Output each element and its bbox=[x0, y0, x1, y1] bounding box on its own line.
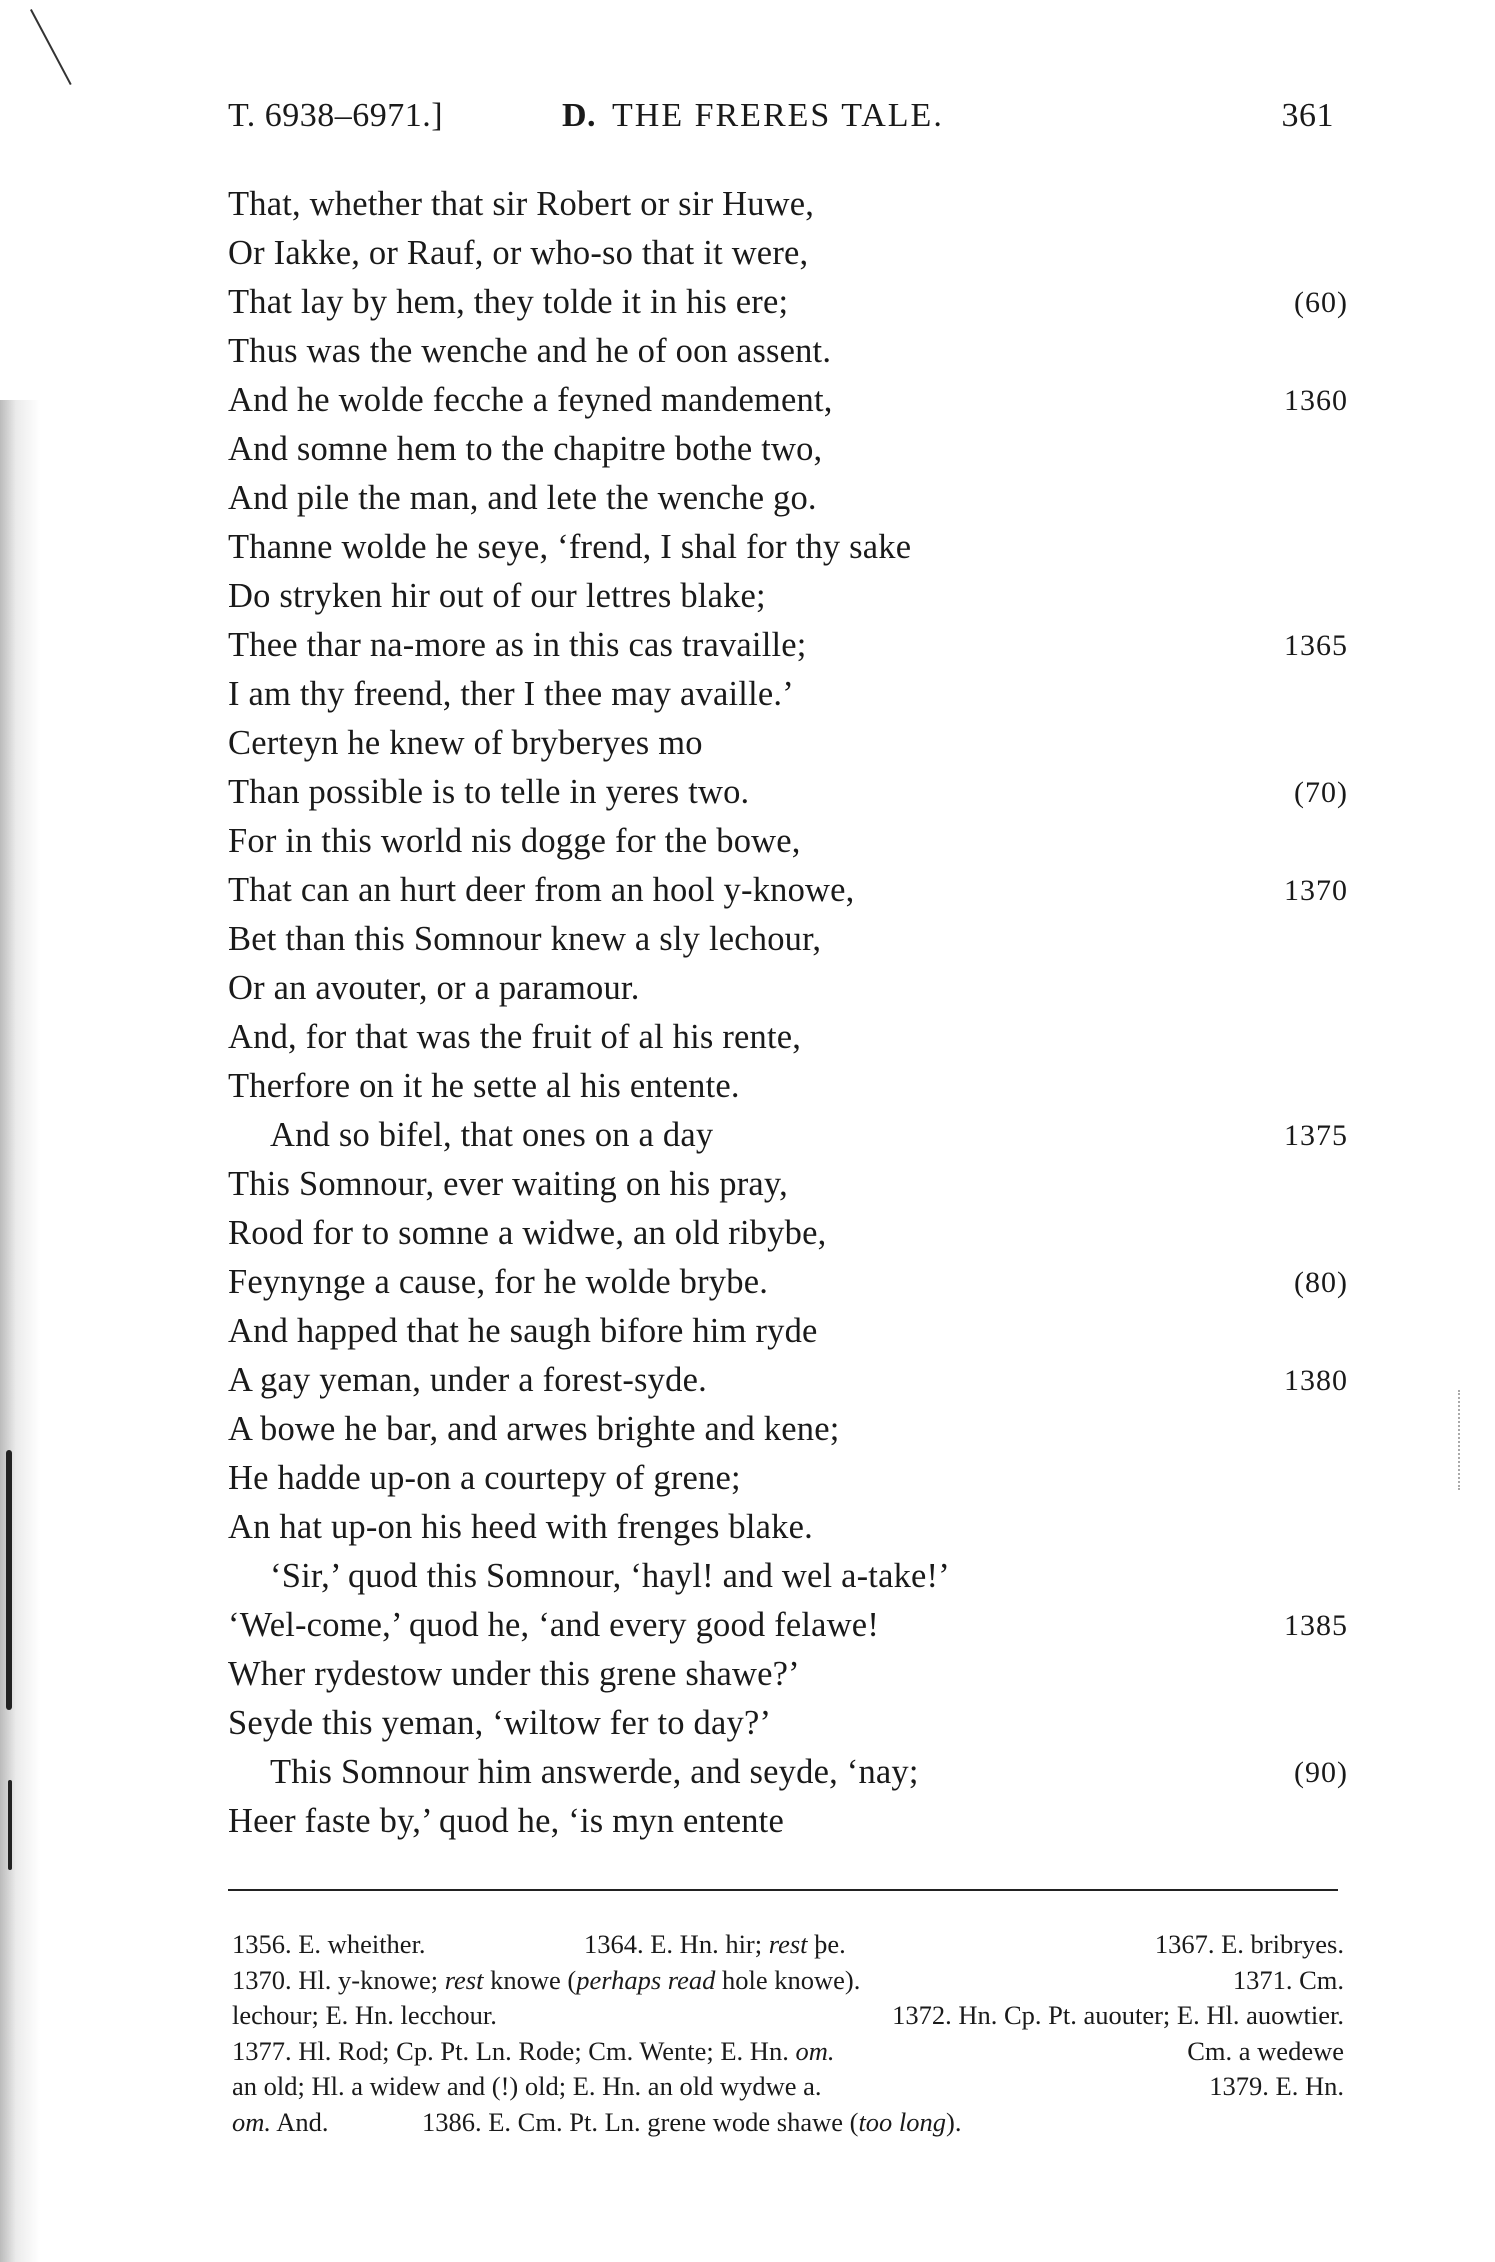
verse-text: And somne hem to the chapitre bothe two, bbox=[228, 430, 823, 468]
line-number: 1360 bbox=[1284, 384, 1348, 417]
verse-line bbox=[228, 1601, 1348, 1650]
line-number: 1380 bbox=[1284, 1364, 1348, 1397]
verse-line bbox=[228, 376, 1348, 425]
verse-text: Thus was the wenche and he of oon assent. bbox=[228, 332, 832, 370]
verse-line bbox=[228, 1356, 1348, 1405]
footnotes bbox=[232, 1927, 1344, 2140]
line-number: (80) bbox=[1294, 1266, 1348, 1299]
verse-line bbox=[228, 572, 1348, 621]
footnote-1371-cont: lechour; E. Hn. lecchour. bbox=[232, 2000, 497, 2030]
verse-text: And so bifel, that ones on a day bbox=[270, 1116, 714, 1154]
line-number: 1375 bbox=[1284, 1119, 1348, 1152]
verse-text: That, whether that sir Robert or sir Huwe, bbox=[228, 185, 815, 223]
verse-text: This Somnour, ever waiting on his pray, bbox=[228, 1165, 788, 1203]
verse-line bbox=[228, 817, 1348, 866]
verse-text: That lay by hem, they tolde it in his ere; bbox=[228, 283, 789, 321]
verse-text: And happed that he saugh bifore him ryde bbox=[228, 1312, 818, 1350]
footnote-line bbox=[232, 1963, 1344, 1999]
verse-text: Thanne wolde he seye, ‘frend, I shal for thy sake bbox=[228, 528, 912, 566]
verse-line bbox=[228, 1209, 1348, 1258]
verse-line bbox=[228, 1111, 1348, 1160]
footnote-1377-end: an old; Hl. a widew and (!) old; E. Hn. an old wydwe a. bbox=[232, 2071, 822, 2101]
verse-text: And, for that was the fruit of al his rente, bbox=[228, 1018, 802, 1056]
verse-line bbox=[228, 768, 1348, 817]
scan-specks bbox=[1458, 1390, 1462, 1490]
verse-line bbox=[228, 1454, 1348, 1503]
binding-mark bbox=[6, 1450, 12, 1710]
verse-text: Wher rydestow under this grene shawe?’ bbox=[228, 1655, 800, 1693]
footnote-line bbox=[232, 2069, 1344, 2105]
verse-text: A bowe he bar, and arwes brighte and kene; bbox=[228, 1410, 840, 1448]
verse-line bbox=[228, 1650, 1348, 1699]
verse-line bbox=[228, 474, 1348, 523]
line-number: (90) bbox=[1294, 1756, 1348, 1789]
verse-text: Than possible is to telle in yeres two. bbox=[228, 773, 750, 811]
verse-line bbox=[228, 915, 1348, 964]
verse-line bbox=[228, 1013, 1348, 1062]
footnote-line bbox=[232, 2034, 1344, 2070]
verse-line bbox=[228, 425, 1348, 474]
verse-line bbox=[228, 1405, 1348, 1454]
header-section: D. bbox=[562, 97, 597, 134]
footnote-1386: 1386. E. Cm. Pt. Ln. grene wode shawe (too long). bbox=[422, 2106, 962, 2137]
verse-text: A gay yeman, under a forest-syde. bbox=[228, 1361, 707, 1399]
footnote-1379-cont: om. And. bbox=[232, 2106, 329, 2137]
scan-corner-mark bbox=[30, 9, 72, 85]
verse-line bbox=[228, 670, 1348, 719]
verse-text: Do stryken hir out of our lettres blake; bbox=[228, 577, 766, 615]
footnote-line bbox=[232, 2105, 1344, 2141]
verse-text: That can an hurt deer from an hool y-knowe, bbox=[228, 871, 855, 909]
footnote-1356: 1356. E. wheither. bbox=[232, 1929, 426, 1959]
header-line-range: T. 6938–6971.] bbox=[228, 97, 444, 134]
verse-text: Bet than this Somnour knew a sly lechour, bbox=[228, 920, 822, 958]
verse-text: ‘Wel-come,’ quod he, ‘and every good felawe! bbox=[228, 1606, 880, 1644]
binding-shadow bbox=[0, 400, 40, 2262]
footnote-1367: 1367. E. bribryes. bbox=[1154, 1929, 1344, 1959]
verse-line bbox=[228, 1699, 1348, 1748]
binding-mark bbox=[8, 1780, 12, 1870]
verse-text: Rood for to somne a widwe, an old ribybe, bbox=[228, 1214, 827, 1252]
footnote-1370: 1370. Hl. y-knowe; rest knowe (perhaps read hole knowe). bbox=[232, 1964, 861, 1995]
footnote-1372: 1372. Hn. Cp. Pt. auouter; E. Hl. auowtier. bbox=[892, 2000, 1344, 2030]
verse-text: Seyde this yeman, ‘wiltow fer to day?’ bbox=[228, 1704, 772, 1742]
footnote-1377: 1377. Hl. Rod; Cp. Pt. Ln. Rode; Cm. Wente; E. Hn. om. bbox=[232, 2035, 835, 2066]
page-number: 361 bbox=[1281, 97, 1334, 134]
verse-text: ‘Sir,’ quod this Somnour, ‘hayl! and wel a-take!’ bbox=[270, 1557, 950, 1595]
verse-text: Or Iakke, or Rauf, or who-so that it were, bbox=[228, 234, 809, 272]
verse-line bbox=[228, 1552, 1348, 1601]
verse-text: Heer faste by,’ quod he, ‘is myn entente bbox=[228, 1802, 784, 1840]
verse-text: Certeyn he knew of bryberyes mo bbox=[228, 724, 703, 762]
verse-line bbox=[228, 278, 1348, 327]
verse-text: He hadde up-on a courtepy of grene; bbox=[228, 1459, 741, 1497]
verse-line bbox=[228, 1503, 1348, 1552]
verse-text: Feynynge a cause, for he wolde brybe. bbox=[228, 1263, 769, 1301]
verse-line bbox=[228, 621, 1348, 670]
line-number: 1370 bbox=[1284, 874, 1348, 907]
verse-line bbox=[228, 1748, 1348, 1797]
verse-line bbox=[228, 1258, 1348, 1307]
header-title: THE FRERES TALE. bbox=[612, 97, 944, 134]
footnote-rule bbox=[228, 1889, 1338, 1891]
verse-text: I am thy freend, ther I thee may availle.’ bbox=[228, 675, 794, 713]
verse-text: And pile the man, and lete the wenche go. bbox=[228, 479, 817, 517]
verse-line bbox=[228, 1307, 1348, 1356]
verse-text: Thee thar na-more as in this cas travaille; bbox=[228, 626, 807, 664]
verse-line bbox=[228, 180, 1348, 229]
verse-line bbox=[228, 229, 1348, 278]
verse-line bbox=[228, 327, 1348, 376]
verse-line bbox=[228, 1797, 1348, 1846]
footnote-1379: 1379. E. Hn. bbox=[1209, 2071, 1344, 2101]
verse-line bbox=[228, 1160, 1348, 1209]
footnote-1364: 1364. E. Hn. hir; rest þe. bbox=[584, 1929, 846, 1959]
verse-text: An hat up-on his heed with frenges blake. bbox=[228, 1508, 813, 1546]
footnote-line bbox=[232, 1927, 1344, 1963]
line-number: 1365 bbox=[1284, 629, 1348, 662]
verse-text: Therfore on it he sette al his entente. bbox=[228, 1067, 740, 1105]
verse-block bbox=[228, 180, 1348, 1846]
line-number: (60) bbox=[1294, 286, 1348, 319]
line-number: (70) bbox=[1294, 776, 1348, 809]
verse-text: This Somnour him answerde, and seyde, ‘nay; bbox=[270, 1753, 919, 1791]
footnote-line bbox=[232, 1998, 1344, 2034]
verse-line bbox=[228, 523, 1348, 572]
running-header bbox=[228, 97, 1334, 147]
verse-text: And he wolde fecche a feyned mandement, bbox=[228, 381, 833, 419]
verse-line bbox=[228, 866, 1348, 915]
line-number: 1385 bbox=[1284, 1609, 1348, 1642]
verse-text: For in this world nis dogge for the bowe, bbox=[228, 822, 801, 860]
footnote-1371: 1371. Cm. bbox=[1232, 1964, 1344, 1995]
verse-line bbox=[228, 964, 1348, 1013]
verse-line bbox=[228, 719, 1348, 768]
verse-line bbox=[228, 1062, 1348, 1111]
verse-text: Or an avouter, or a paramour. bbox=[228, 969, 640, 1007]
footnote-1377-cont: Cm. a wedewe bbox=[1187, 2035, 1344, 2066]
